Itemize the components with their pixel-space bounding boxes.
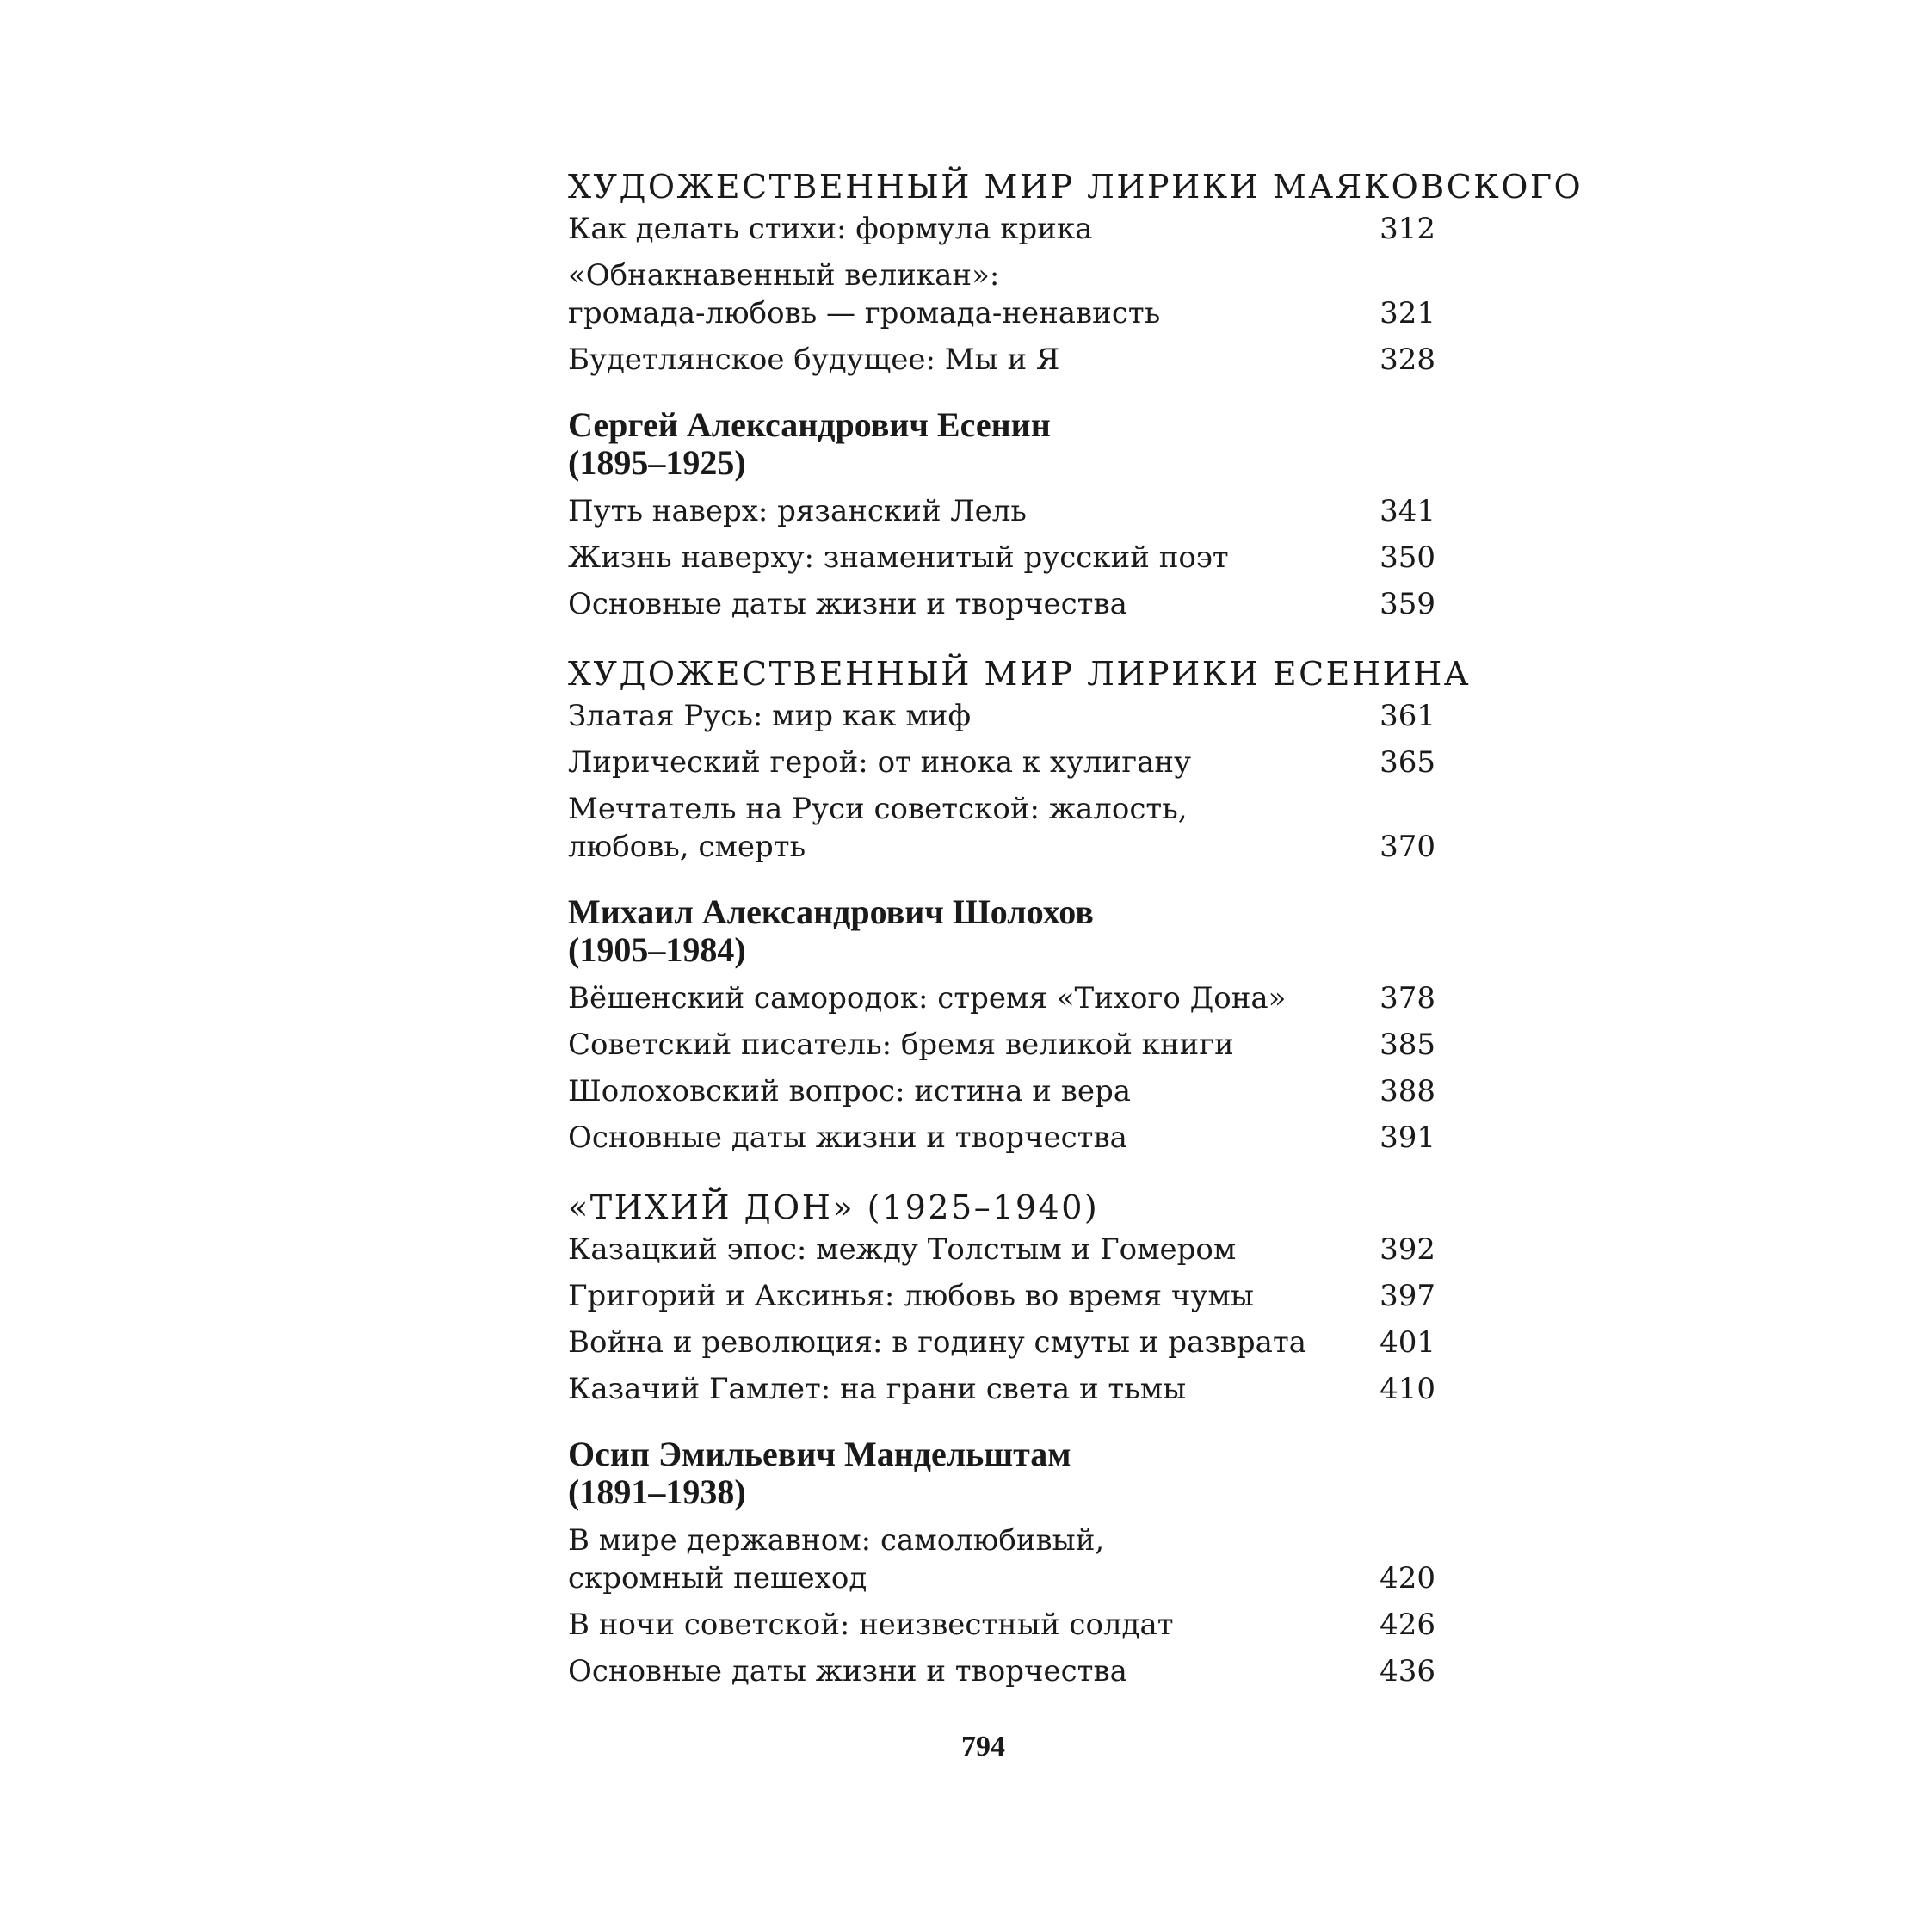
entry-title: Как делать стихи: формула крика bbox=[568, 212, 1093, 246]
author-name: Михаил Александрович Шолохов bbox=[568, 892, 1094, 931]
toc-entry bbox=[568, 697, 1435, 735]
page-number: 370 bbox=[1380, 830, 1435, 864]
entry-title: Война и революция: в годину смуты и разврата bbox=[568, 1325, 1307, 1360]
toc-entry bbox=[568, 1026, 1435, 1064]
toc-entry bbox=[568, 210, 1435, 248]
entry-title: Основные даты жизни и творчества bbox=[568, 1120, 1127, 1155]
entry-title: Вёшенский самородок: стремя «Тихого Дона» bbox=[568, 981, 1287, 1015]
author-name: Осип Эмильевич Мандельштам bbox=[568, 1435, 1071, 1473]
entry-title: Путь наверх: рязанский Лель bbox=[568, 494, 1027, 528]
table-of-contents bbox=[568, 164, 1583, 1699]
toc-entry bbox=[568, 539, 1435, 577]
page-number: 312 bbox=[1380, 212, 1435, 246]
toc-entry bbox=[568, 256, 1435, 332]
page-number: 378 bbox=[1380, 981, 1435, 1015]
entry-title-line: В мире державном: самолюбивый, bbox=[568, 1523, 1105, 1558]
author-years: (1905–1984) bbox=[568, 930, 746, 969]
author-heading bbox=[568, 406, 1435, 482]
toc-author-block bbox=[568, 1435, 1435, 1690]
page-number: 365 bbox=[1380, 745, 1435, 780]
section-heading: «ТИХИЙ ДОН» (1925–1940) bbox=[568, 1188, 1100, 1226]
author-heading bbox=[568, 1435, 1435, 1511]
toc-entry bbox=[568, 979, 1435, 1017]
page-number: 341 bbox=[1380, 494, 1435, 528]
entry-title: Казацкий эпос: между Толстым и Гомером bbox=[568, 1232, 1237, 1267]
page-number: 321 bbox=[1380, 296, 1435, 330]
toc-entry bbox=[568, 790, 1435, 866]
author-heading bbox=[568, 893, 1435, 969]
toc-section-block bbox=[568, 164, 1583, 379]
toc-section-block bbox=[568, 1184, 1435, 1408]
entry-title: Будетлянское будущее: Мы и Я bbox=[568, 343, 1060, 377]
entry-title: Григорий и Аксинья: любовь во время чумы bbox=[568, 1279, 1254, 1313]
toc-section-block bbox=[568, 651, 1472, 866]
entry-title: Шолоховский вопрос: истина и вера bbox=[568, 1074, 1132, 1108]
author-name: Сергей Александрович Есенин bbox=[568, 405, 1051, 444]
toc-author-block bbox=[568, 893, 1435, 1157]
entry-title: громада-любовь — громада-ненависть bbox=[568, 296, 1161, 330]
toc-entry bbox=[568, 1231, 1435, 1268]
page-number: 391 bbox=[1380, 1120, 1435, 1155]
page-number: 392 bbox=[1380, 1232, 1435, 1267]
entry-title: Жизнь наверху: знаменитый русский поэт bbox=[568, 540, 1229, 575]
entry-title: Казачий Гамлет: на грани света и тьмы bbox=[568, 1372, 1187, 1406]
page-number: 385 bbox=[1380, 1028, 1435, 1062]
page-number: 436 bbox=[1380, 1654, 1435, 1688]
section-heading: ХУДОЖЕСТВЕННЫЙ МИР ЛИРИКИ МАЯКОВСКОГО bbox=[568, 168, 1583, 206]
entry-title-line: Мечтатель на Руси советской: жалость, bbox=[568, 792, 1188, 826]
toc-entry bbox=[568, 585, 1435, 623]
page-number: 359 bbox=[1380, 587, 1435, 621]
toc-entry bbox=[568, 1277, 1435, 1315]
page-folio: 794 bbox=[961, 1731, 1005, 1762]
page-number: 426 bbox=[1380, 1608, 1435, 1642]
section-heading: ХУДОЖЕСТВЕННЫЙ МИР ЛИРИКИ ЕСЕНИНА bbox=[568, 655, 1472, 693]
toc-entry bbox=[568, 1119, 1435, 1157]
toc-author-block bbox=[568, 406, 1435, 623]
toc-entry bbox=[568, 1606, 1435, 1644]
toc-entry bbox=[568, 1522, 1435, 1597]
author-years: (1891–1938) bbox=[568, 1472, 746, 1511]
entry-title: В ночи советской: неизвестный солдат bbox=[568, 1608, 1174, 1642]
entry-title: любовь, смерть bbox=[568, 830, 806, 864]
entry-title: Основные даты жизни и творчества bbox=[568, 587, 1127, 621]
entry-title-line: «Обнакнавенный великан»: bbox=[568, 258, 1000, 293]
entry-title: Лирический герой: от инока к хулигану bbox=[568, 745, 1192, 780]
entry-title: Советский писатель: бремя великой книги bbox=[568, 1028, 1234, 1062]
toc-entry bbox=[568, 1652, 1435, 1690]
toc-entry bbox=[568, 1072, 1435, 1110]
toc-entry bbox=[568, 1370, 1435, 1408]
page-number: 401 bbox=[1380, 1325, 1435, 1360]
toc-entry bbox=[568, 492, 1435, 530]
toc-entry bbox=[568, 341, 1435, 379]
entry-title: Основные даты жизни и творчества bbox=[568, 1654, 1127, 1688]
page-number: 361 bbox=[1380, 699, 1435, 733]
page-number: 350 bbox=[1380, 540, 1435, 575]
page-number: 410 bbox=[1380, 1372, 1435, 1406]
page-number: 397 bbox=[1380, 1279, 1435, 1313]
entry-title: скромный пешеход bbox=[568, 1561, 867, 1596]
author-years: (1895–1925) bbox=[568, 443, 746, 482]
page-number: 328 bbox=[1380, 343, 1435, 377]
toc-entry bbox=[568, 744, 1435, 781]
page-number: 420 bbox=[1380, 1561, 1435, 1596]
page-number: 388 bbox=[1380, 1074, 1435, 1108]
toc-entry bbox=[568, 1324, 1435, 1361]
entry-title: Златая Русь: мир как миф bbox=[568, 699, 972, 733]
